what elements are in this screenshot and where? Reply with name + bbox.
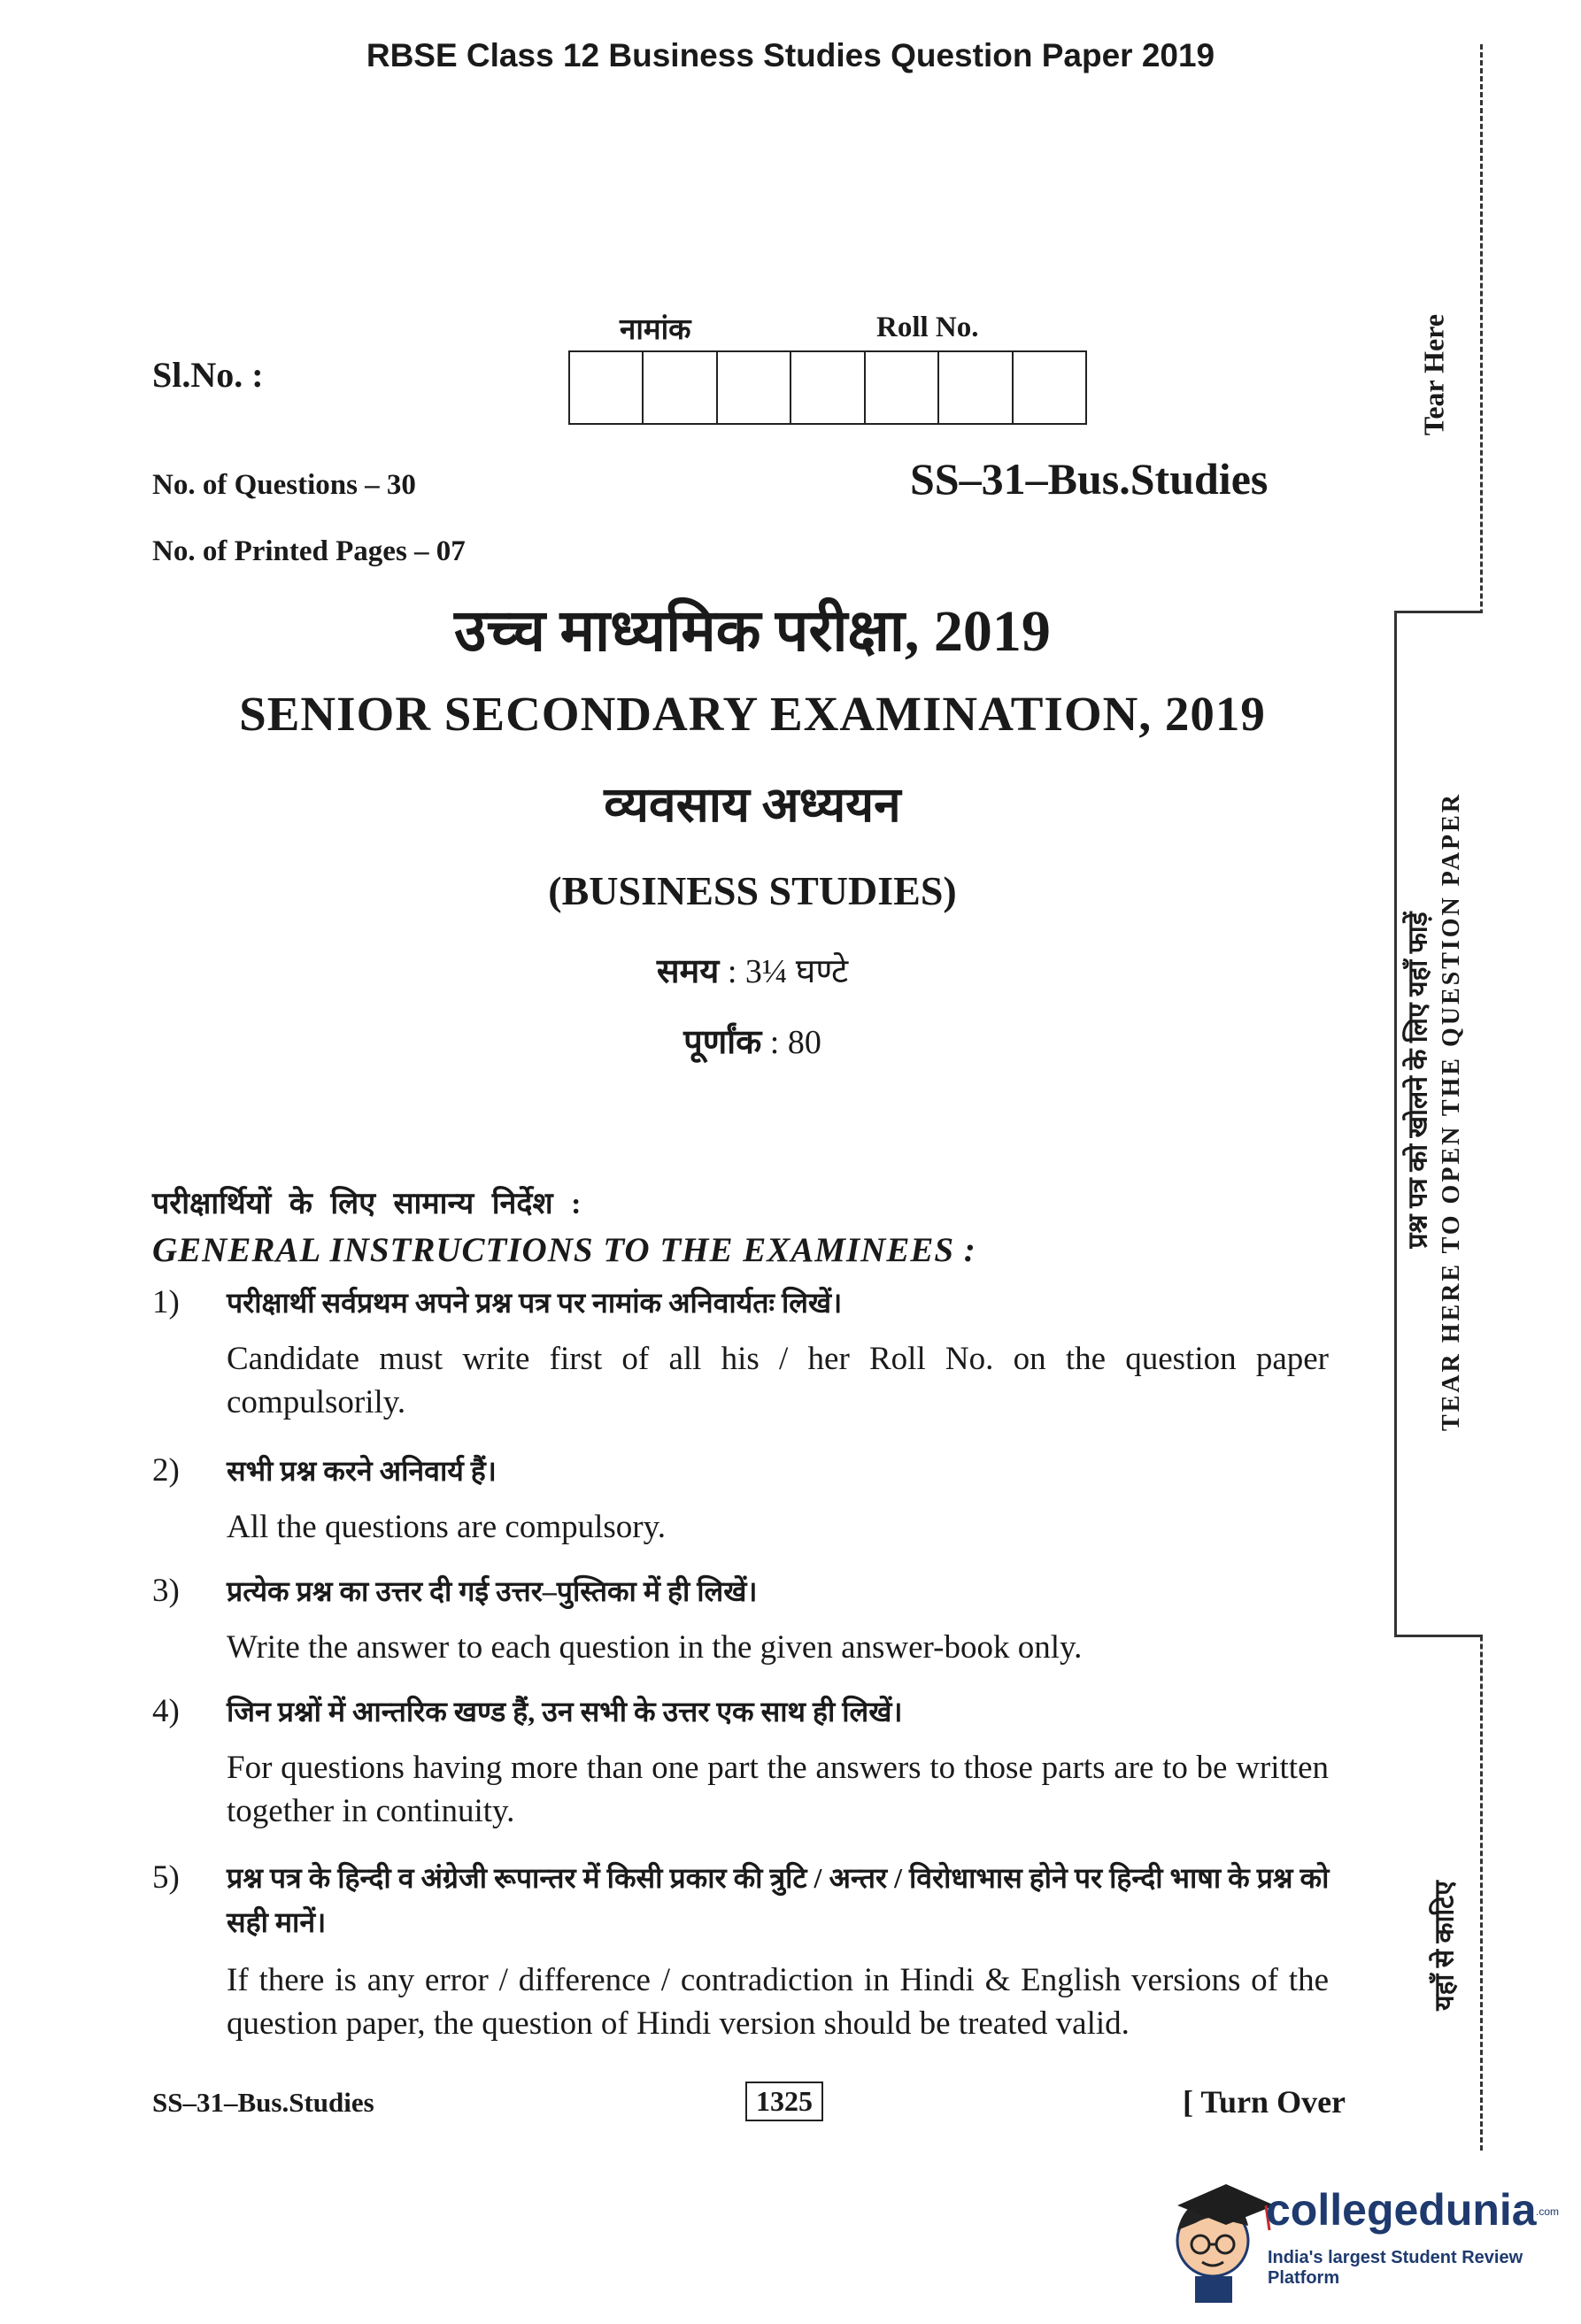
roll-label-hindi: नामांक xyxy=(620,314,691,346)
instruction-number: 2) xyxy=(152,1452,180,1489)
footer-paper-code: SS–31–Bus.Studies xyxy=(152,2087,374,2118)
number-of-questions: No. of Questions – 30 xyxy=(152,469,416,501)
roll-digit-box xyxy=(866,352,939,423)
roll-digit-box xyxy=(791,352,865,423)
logo-wordmark: collegedunia xyxy=(1266,2185,1537,2235)
roll-digit-box xyxy=(939,352,1013,423)
logo-suffix: .com xyxy=(1536,2205,1560,2218)
roll-number-boxes xyxy=(568,350,1087,425)
instruction-english: All the questions are compulsory. xyxy=(227,1509,666,1545)
instruction-hindi: परीक्षार्थी सर्वप्रथम अपने प्रश्न पत्र पर नामांक अनिवार्यतः लिखें। xyxy=(227,1287,843,1319)
roll-digit-box xyxy=(1014,352,1085,423)
tear-instruction-hindi: प्रश्न पत्र को खोलने के लिए यहाँ फाड़ें xyxy=(1403,912,1433,1249)
instruction-english: If there is any error / difference / contradiction in Hindi & English versions of the question paper, the question of Hindi version should be treated valid. xyxy=(227,1962,1329,2042)
tear-instruction-english: TEAR HERE TO OPEN THE QUESTION PAPER xyxy=(1438,791,1465,1432)
instructions-heading-english: GENERAL INSTRUCTIONS TO THE EXAMINEES : xyxy=(152,1231,976,1269)
instruction-english: Write the answer to each question in the given answer-book only. xyxy=(227,1629,1083,1666)
instruction-hindi: प्रश्न पत्र के हिन्दी व अंग्रेजी रूपान्तर में किसी प्रकार की त्रुटि / अन्तर / विरोधाभास होने पर हिन्दी भाषा के प्रश्न को सही मानें। xyxy=(227,1862,1330,1938)
instruction-english: Candidate must write first of all his / her Roll No. on the question paper compulsorily. xyxy=(227,1341,1329,1420)
exam-title-hindi: उच्च माध्यमिक परीक्षा, 2019 xyxy=(454,599,1051,664)
instruction-hindi: जिन प्रश्नों में आन्तरिक खण्ड हैं, उन सभी के उत्तर एक साथ ही लिखें। xyxy=(227,1696,903,1728)
max-marks xyxy=(0,1018,1505,1064)
instruction-hindi: प्रत्येक प्रश्न का उत्तर दी गई उत्तर–पुस्तिका में ही लिखें। xyxy=(227,1575,758,1607)
subject-hindi: व्यवसाय अध्ययन xyxy=(604,778,901,832)
exam-title-english: SENIOR SECONDARY EXAMINATION, 2019 xyxy=(239,687,1266,741)
instruction-number: 3) xyxy=(152,1573,180,1609)
instruction-english: For questions having more than one part the answers to those parts are to be written together in continuity. xyxy=(227,1750,1329,1829)
instruction-number: 5) xyxy=(152,1859,180,1896)
time-label: समय xyxy=(656,953,720,990)
paper-code: SS–31–Bus.Studies xyxy=(910,454,1269,504)
time-allowed xyxy=(0,947,1505,993)
time-value: : 3¼ घण्टे xyxy=(727,953,849,990)
logo-tagline: India's largest Student Review Platform xyxy=(1268,2248,1523,2288)
turn-over-label: [ Turn Over xyxy=(1183,2084,1346,2120)
marks-label: पूर्णांक xyxy=(683,1024,762,1061)
roll-digit-box xyxy=(644,352,717,423)
instructions-heading-hindi: परीक्षार्थियों के लिए सामान्य निर्देश : xyxy=(152,1188,582,1220)
serial-number-label: Sl.No. : xyxy=(152,355,264,395)
collegedunia-logo[interactable] xyxy=(1160,2159,1567,2319)
roll-digit-box xyxy=(718,352,791,423)
roll-label-english: Roll No. xyxy=(876,312,979,343)
cut-here-label: यहाँ से काटिए xyxy=(1430,1881,1460,2011)
instruction-number: 4) xyxy=(152,1693,180,1729)
tear-here-label: Tear Here xyxy=(1417,313,1450,436)
student-mascot-icon xyxy=(1177,2184,1275,2303)
marks-value: : 80 xyxy=(769,1024,821,1061)
instruction-number: 1) xyxy=(152,1284,180,1320)
number-of-pages: No. of Printed Pages – 07 xyxy=(152,535,466,567)
document-header: RBSE Class 12 Business Studies Question Paper 2019 xyxy=(366,37,1215,73)
footer-page-number: 1325 xyxy=(745,2082,823,2121)
subject-english: (BUSINESS STUDIES) xyxy=(548,868,957,913)
roll-digit-box xyxy=(570,352,644,423)
instruction-hindi: सभी प्रश्न करने अनिवार्य हैं। xyxy=(227,1455,497,1487)
